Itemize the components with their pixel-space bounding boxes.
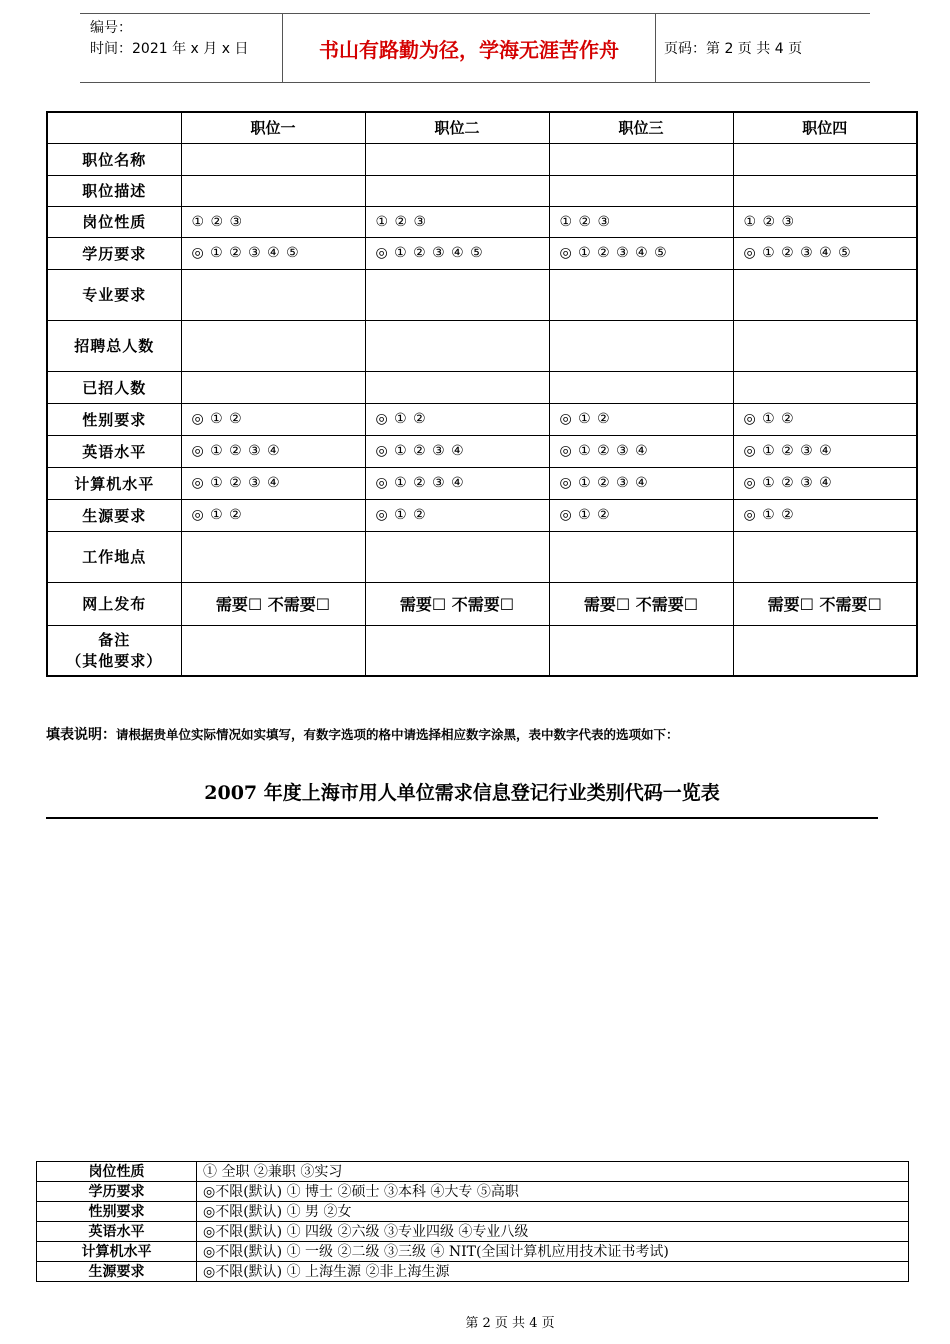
table-row (47, 582, 917, 625)
input-cell[interactable] (181, 371, 365, 403)
legend-key: 英语水平 (37, 1222, 197, 1242)
row-label: 学历要求 (47, 237, 181, 269)
input-cell[interactable] (733, 371, 917, 403)
remark-label: 备注 (98, 631, 131, 650)
input-cell[interactable] (733, 625, 917, 676)
input-cell[interactable] (181, 143, 365, 175)
option-cell[interactable]: ◎ ① ② ③ ④ ⑤ (549, 237, 733, 269)
table-row (47, 175, 917, 206)
table-row (47, 237, 917, 269)
option-cell[interactable]: ◎ ① ② ③ ④ (733, 467, 917, 499)
page-indicator: 页码：第 2 页 共 4 页 (664, 41, 803, 57)
section-title: 2007 年度上海市用人单位需求信息登记行业类别代码一览表 (204, 782, 720, 804)
input-cell[interactable] (549, 175, 733, 206)
input-cell[interactable] (365, 625, 549, 676)
row-label: 工作地点 (47, 531, 181, 582)
option-cell[interactable]: ◎ ① ② (365, 403, 549, 435)
option-cell[interactable]: ◎ ① ② ③ ④ (365, 435, 549, 467)
legend-row (37, 1262, 909, 1282)
remark-sublabel: （其他要求） (66, 652, 163, 671)
publish-choice[interactable]: 需要☐ 不需要☐ (181, 582, 365, 625)
option-cell[interactable]: ◎ ① ② ③ ④ (181, 435, 365, 467)
input-cell[interactable] (733, 320, 917, 371)
legend-value: ◎不限(默认) ① 四级 ②六级 ③专业四级 ④专业八级 (197, 1222, 909, 1242)
legend-row (37, 1202, 909, 1222)
table-row (47, 531, 917, 582)
table-row (47, 625, 917, 676)
input-cell[interactable] (365, 320, 549, 371)
input-cell[interactable] (549, 143, 733, 175)
job-requirements-table (46, 111, 918, 677)
code-label: 编号： (90, 20, 132, 36)
page-footer: 第 2 页 共 4 页 (465, 1316, 555, 1331)
option-cell[interactable]: ◎ ① ② (733, 403, 917, 435)
row-label: 招聘总人数 (47, 320, 181, 371)
table-header-row (47, 112, 917, 143)
legend-value: ① 全职 ②兼职 ③实习 (197, 1162, 909, 1182)
input-cell[interactable] (365, 143, 549, 175)
table-row (47, 371, 917, 403)
input-cell[interactable] (733, 175, 917, 206)
legend-value: ◎不限(默认) ① 博士 ②硕士 ③本科 ④大专 ⑤高职 (197, 1182, 909, 1202)
input-cell[interactable] (181, 625, 365, 676)
table-row (47, 269, 917, 320)
row-label (47, 625, 181, 676)
option-cell[interactable]: ① ② ③ (365, 206, 549, 237)
row-label: 职位名称 (47, 143, 181, 175)
input-cell[interactable] (181, 531, 365, 582)
position-header: 职位四 (733, 112, 917, 143)
option-legend-table (36, 1161, 909, 1282)
position-header: 职位三 (549, 112, 733, 143)
input-cell[interactable] (549, 320, 733, 371)
title-rule (46, 817, 878, 819)
legend-key: 学历要求 (37, 1182, 197, 1202)
motto: 书山有路勤为径，学海无涯苦作舟 (282, 14, 656, 82)
legend-row (37, 1222, 909, 1242)
row-label: 岗位性质 (47, 206, 181, 237)
publish-choice[interactable]: 需要☐ 不需要☐ (549, 582, 733, 625)
input-cell[interactable] (365, 531, 549, 582)
fill-instructions (46, 724, 679, 744)
input-cell[interactable] (181, 269, 365, 320)
date-label: 时间：2021 年 x 月 x 日 (90, 41, 249, 57)
legend-key: 岗位性质 (37, 1162, 197, 1182)
option-cell[interactable]: ◎ ① ② ③ ④ (365, 467, 549, 499)
option-cell[interactable]: ◎ ① ② ③ ④ ⑤ (365, 237, 549, 269)
row-label: 英语水平 (47, 435, 181, 467)
publish-choice[interactable]: 需要☐ 不需要☐ (733, 582, 917, 625)
legend-key: 计算机水平 (37, 1242, 197, 1262)
table-row (47, 499, 917, 531)
option-cell[interactable]: ◎ ① ② (549, 403, 733, 435)
option-cell[interactable]: ◎ ① ② ③ ④ (549, 435, 733, 467)
input-cell[interactable] (365, 371, 549, 403)
option-cell[interactable]: ◎ ① ② (181, 403, 365, 435)
option-cell[interactable]: ① ② ③ (549, 206, 733, 237)
table-row (47, 435, 917, 467)
option-cell[interactable]: ① ② ③ (181, 206, 365, 237)
input-cell[interactable] (181, 175, 365, 206)
legend-row (37, 1242, 909, 1262)
input-cell[interactable] (549, 371, 733, 403)
position-header: 职位一 (181, 112, 365, 143)
table-row (47, 143, 917, 175)
row-label: 性别要求 (47, 403, 181, 435)
legend-value: ◎不限(默认) ① 上海生源 ②非上海生源 (197, 1262, 909, 1282)
option-cell[interactable]: ◎ ① ② (365, 499, 549, 531)
option-cell[interactable]: ◎ ① ② ③ ④ ⑤ (181, 237, 365, 269)
legend-row (37, 1182, 909, 1202)
legend-key: 生源要求 (37, 1262, 197, 1282)
header-left (80, 14, 280, 82)
option-cell[interactable]: ◎ ① ② (733, 499, 917, 531)
input-cell[interactable] (549, 269, 733, 320)
row-label: 专业要求 (47, 269, 181, 320)
input-cell[interactable] (549, 531, 733, 582)
row-label: 职位描述 (47, 175, 181, 206)
row-label: 已招人数 (47, 371, 181, 403)
option-cell[interactable]: ① ② ③ (733, 206, 917, 237)
option-cell[interactable]: ◎ ① ② (181, 499, 365, 531)
input-cell[interactable] (365, 175, 549, 206)
publish-choice[interactable]: 需要☐ 不需要☐ (365, 582, 549, 625)
input-cell[interactable] (733, 269, 917, 320)
table-row (47, 206, 917, 237)
option-cell[interactable]: ◎ ① ② ③ ④ (733, 435, 917, 467)
page-header (80, 13, 870, 83)
option-cell[interactable]: ◎ ① ② ③ ④ (181, 467, 365, 499)
table-row (47, 403, 917, 435)
instructions-label: 填表说明： (46, 727, 116, 743)
row-label: 网上发布 (47, 582, 181, 625)
input-cell[interactable] (181, 320, 365, 371)
position-header: 职位二 (365, 112, 549, 143)
corner-cell (47, 112, 181, 143)
table-row (47, 320, 917, 371)
row-label: 生源要求 (47, 499, 181, 531)
option-cell[interactable]: ◎ ① ② ③ ④ (549, 467, 733, 499)
table-row (47, 467, 917, 499)
input-cell[interactable] (549, 625, 733, 676)
instructions-text: 请根据贵单位实际情况如实填写，有数字选项的格中请选择相应数字涂黑，表中数字代表的选项如下： (116, 727, 679, 742)
input-cell[interactable] (733, 531, 917, 582)
option-cell[interactable]: ◎ ① ② ③ ④ ⑤ (733, 237, 917, 269)
legend-value: ◎不限(默认) ① 男 ②女 (197, 1202, 909, 1222)
input-cell[interactable] (733, 143, 917, 175)
legend-key: 性别要求 (37, 1202, 197, 1222)
legend-row (37, 1162, 909, 1182)
legend-value: ◎不限(默认) ① 一级 ②二级 ③三级 ④ NIT(全国计算机应用技术证书考试) (197, 1242, 909, 1262)
option-cell[interactable]: ◎ ① ② (549, 499, 733, 531)
row-label: 计算机水平 (47, 467, 181, 499)
input-cell[interactable] (365, 269, 549, 320)
